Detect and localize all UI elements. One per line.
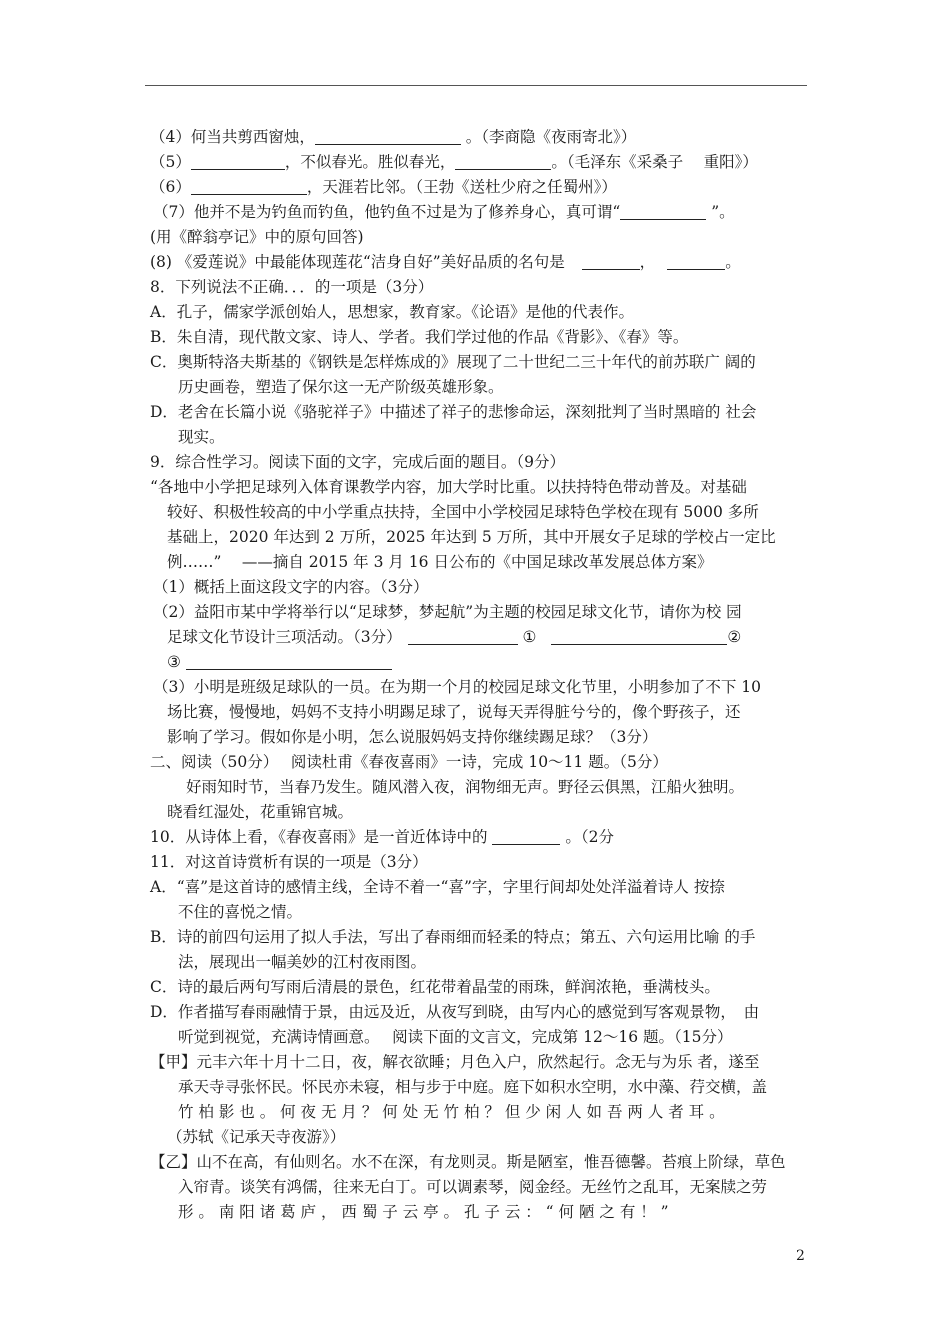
answer-blank[interactable] — [191, 152, 285, 170]
exam-page-content — [150, 125, 815, 1225]
poem-line: 好雨知时节，当春乃发生。随风潜入夜，润物细无声。野径云俱黑，江船火独明。 — [186, 778, 745, 796]
passage-yi: 【乙】山不在高，有仙则名。水不在深，有龙则灵。斯是陋室，惟吾德馨。苔痕上阶绿，草色 — [150, 1153, 786, 1171]
question-7-6: （6） ，天涯若比邻。（王勃《送杜少府之任蜀州》） — [150, 178, 617, 196]
question-9-passage: 基础上，2020 年达到 2 万所，2025 年达到 5 万所，其中开展女子足球的学校占一定比 — [167, 528, 776, 546]
answer-blank[interactable] — [455, 152, 551, 170]
page-number: 2 — [796, 1248, 805, 1264]
question-7-5: （5） ，不似春光。胜似春光， 。（毛泽东《采桑子 重阳》） — [150, 153, 758, 171]
question-11-option-c: C．诗的最后两句写雨后清晨的景色，红花带着晶莹的雨珠，鲜润浓艳，垂满枝头。 — [150, 978, 720, 996]
question-8-option-c: C．奥斯特洛夫斯基的《钢铁是怎样炼成的》展现了二十世纪二三十年代的前苏联广 阔的 — [150, 353, 756, 371]
passage-jia: 承天寺寻张怀民。怀民亦未寝，相与步于中庭。庭下如积水空明，水中藻、荇交横，盖 — [178, 1078, 768, 1096]
answer-blank[interactable] — [191, 177, 307, 195]
question-8-option-b: B．朱自清，现代散文家、诗人、学者。我们学过他的作品《背影》、《春》等。 — [150, 328, 689, 346]
question-9-sub-2-cont: ③ — [150, 650, 815, 675]
question-9-sub-1: （1）概括上面这段文字的内容。（3分） — [153, 578, 429, 596]
question-9-sub-2: （2）益阳市某中学将举行以“足球梦，梦起航”为主题的校园足球文化节，请你为校 园 — [153, 603, 742, 621]
header-rule — [145, 85, 807, 86]
question-8-option-d: D．老舍在长篇小说《骆驼祥子》中描述了祥子的悲惨命运，深刻批判了当时黑暗的 社会 — [150, 403, 757, 421]
question-9-sub-3-cont: 影响了学习。假如你是小明，怎么说服妈妈支持你继续踢足球？（3分） — [167, 728, 658, 746]
question-10: 10．从诗体上看，《春夜喜雨》是一首近体诗中的 。（2分 — [150, 828, 614, 846]
answer-blank[interactable] — [582, 252, 640, 270]
passage-yi: 形 。 南 阳 诸 葛 庐 ， 西 蜀 子 云 亭 。 孔 子 云 ： “ 何 陋 之 有 ！ ” — [178, 1203, 669, 1221]
question-9-sub-2-cont: 足球文化节设计三项活动。（3分） ① ② — [167, 628, 742, 646]
question-7-8: (8) 《爱莲说》中最能体现莲花“洁身自好”美好品质的名句是 ， 。 — [150, 253, 741, 271]
question-9-sub-3: （3）小明是班级足球队的一员。在为期一个月的校园足球文化节里，小明参加了不下 10 — [153, 678, 762, 696]
answer-blank[interactable] — [492, 827, 560, 845]
question-8-option-d-cont: 现实。 — [178, 428, 225, 446]
question-11-option-b-cont: 法，展现出一幅美妙的江村夜雨图。 — [178, 953, 427, 971]
question-8-option-a: A．孔子，儒家学派创始人，思想家，教育家。《论语》是他的代表作。 — [150, 303, 634, 321]
question-9-sub-3-cont: 场比赛，慢慢地，妈妈不支持小明踢足球了，说每天弄得脏兮兮的，像个野孩子，还 — [167, 703, 741, 721]
question-11-heading: 11．对这首诗赏析有误的一项是（3分） — [150, 853, 428, 871]
question-11-option-d: D．作者描写春雨融情于景，由远及近，从夜写到晓，由写内心的感觉到写客观景物， 由 — [150, 1003, 760, 1021]
question-7-7: （7）他并不是为钓鱼而钓鱼，他钓鱼不过是为了修养身心，真可谓“ ”。 — [153, 203, 735, 221]
question-9-passage: 较好、积极性较高的中小学重点扶持，全国中小学校园足球特色学校在现有 5000 多所 — [167, 503, 759, 521]
question-11-option-a: A．“喜”是这首诗的感情主线，全诗不着一“喜”字，字里行间却处处洋溢着诗人 按捺 — [150, 878, 725, 896]
answer-blank[interactable] — [315, 127, 461, 145]
question-7-7-note: (用《醉翁亭记》中的原句回答) — [150, 228, 364, 246]
passage-yi: 入帘青。谈笑有鸿儒，往来无白丁。可以调素琴，阅金经。无丝竹之乱耳，无案牍之劳 — [178, 1178, 768, 1196]
question-11-option-a-cont: 不住的喜悦之情。 — [178, 903, 303, 921]
question-9-passage: “各地中小学把足球列入体育课教学内容，加大学时比重。以扶持特色带动普及。对基础 — [150, 478, 747, 496]
answer-blank[interactable] — [186, 652, 392, 670]
question-8-option-c-cont: 历史画卷，塑造了保尔这一无产阶级英雄形象。 — [178, 378, 504, 396]
passage-jia: 【甲】元丰六年十月十二日，夜，解衣欲睡；月色入户，欣然起行。念无与为乐 者，遂至 — [150, 1053, 760, 1071]
answer-blank[interactable] — [667, 252, 725, 270]
passage-jia: 竹 柏 影 也 。 何 夜 无 月 ？ 何 处 无 竹 柏 ？ 但 少 闲 人 如 吾 两 人 者 耳 。 — [178, 1103, 725, 1121]
section-2-heading: 二、阅读（50分） 阅读杜甫《春夜喜雨》一诗，完成 10～11 题。（5分） — [150, 753, 668, 771]
answer-blank[interactable] — [408, 627, 518, 645]
question-7-4: （4）何当共剪西窗烛， 。（李商隐《夜雨寄北》） — [150, 128, 637, 146]
question-11-option-b: B．诗的前四句运用了拟人手法，写出了春雨细而轻柔的特点；第五、六句运用比喻 的手 — [150, 928, 756, 946]
answer-blank[interactable] — [620, 202, 706, 220]
question-9-passage: 例……” ——摘自 2015 年 3 月 16 日公布的《中国足球改革发展总体方案》 — [167, 553, 713, 571]
question-9-heading: 9．综合性学习。阅读下面的文字，完成后面的题目。（9分） — [150, 453, 565, 471]
question-11-option-d-cont: 听觉到视觉，充满诗情画意。 阅读下面的文言文，完成第 12～16 题。（15分） — [178, 1028, 733, 1046]
poem-line: 晓看红湿处，花重锦官城。 — [167, 803, 354, 821]
passage-jia-source: （苏轼《记承天寺夜游》） — [167, 1128, 346, 1146]
answer-blank[interactable] — [551, 627, 727, 645]
question-8-heading: 8．下列说法不正确．．．的一项是（3分） — [150, 278, 434, 296]
